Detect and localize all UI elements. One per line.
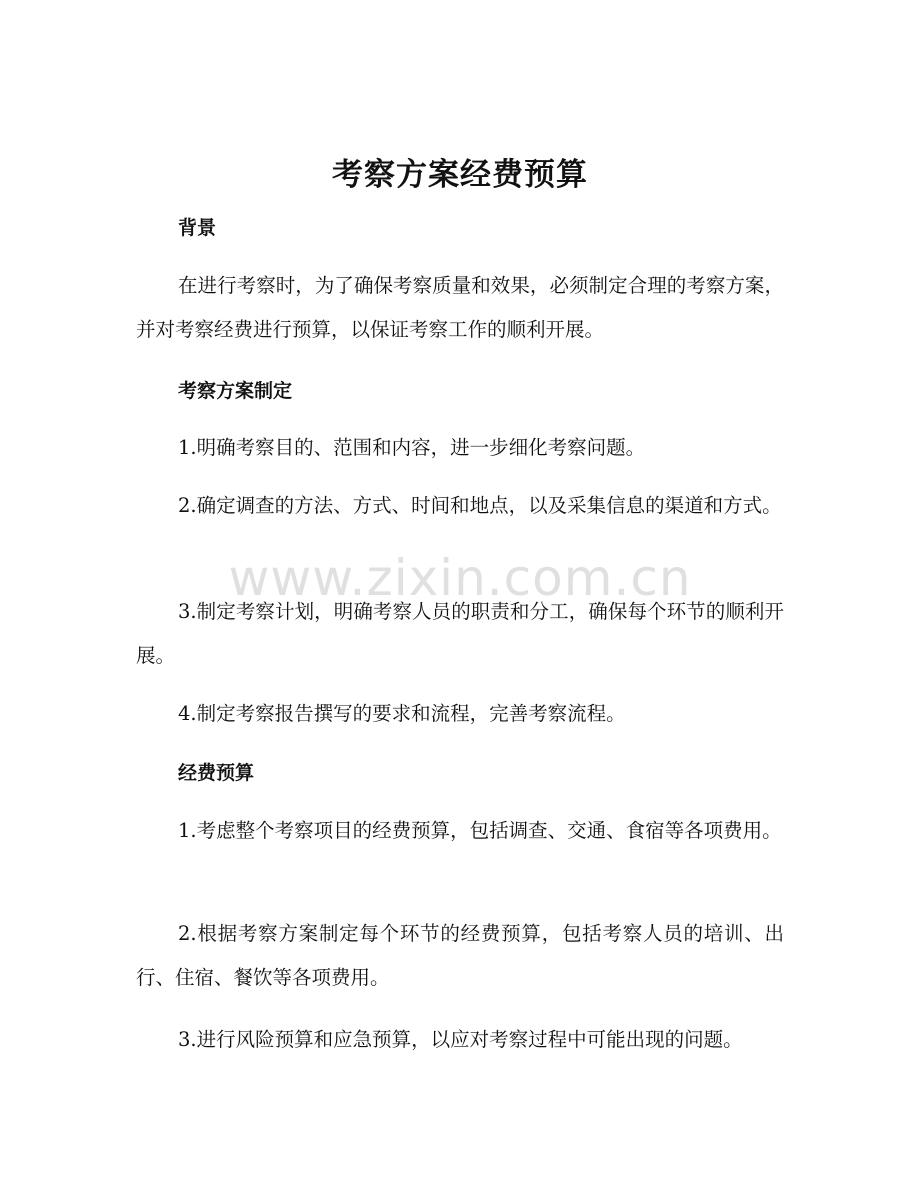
watermark: www.zixin.com.cn [228,549,692,607]
paragraph-budget-1: 1.考虑整个考察项目的经费预算，包括调查、交通、食宿等各项费用。 [178,819,782,842]
paragraph-budget-3: 3.进行风险预算和应急预算，以应对考察过程中可能出现的问题。 [178,1028,743,1051]
paragraph-budget-2: 2.根据考察方案制定每个环节的经费预算，包括考察人员的培训、出行、住宿、餐饮等各项费用。 [136,922,784,989]
paragraph-plan-4: 4.制定考察报告撰写的要求和流程，完善考察流程。 [178,702,626,725]
section-heading-plan: 考察方案制定 [178,380,293,402]
document-title: 考察方案经费预算 [332,157,588,193]
paragraph-plan-1: 1.明确考察目的、范围和内容，进一步细化考察问题。 [178,436,646,459]
section-heading-background: 背景 [178,217,217,239]
paragraph-background: 在进行考察时，为了确保考察质量和效果，必须制定合理的考察方案，并对考察经费进行预算，以保证考察工作的顺利开展。 [136,274,784,341]
paragraph-plan-2: 2.确定调查的方法、方式、时间和地点，以及采集信息的渠道和方式。 [178,494,782,517]
paragraph-plan-3: 3.制定考察计划，明确考察人员的职责和分工，确保每个环节的顺利开展。 [136,600,784,667]
section-heading-budget: 经费预算 [178,762,255,784]
